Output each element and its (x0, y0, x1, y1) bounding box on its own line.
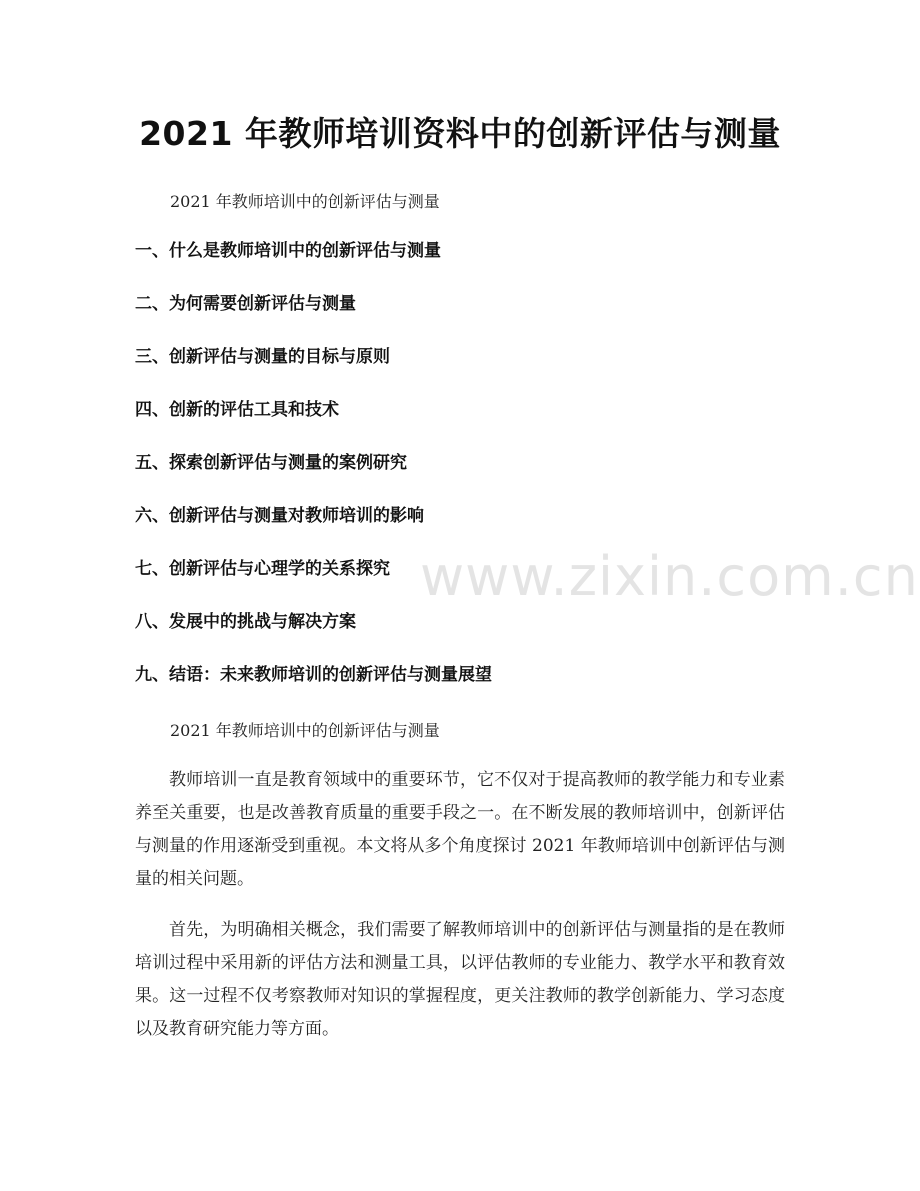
toc-item-2: 二、为何需要创新评估与测量 (135, 294, 356, 314)
paragraph-1: 教师培训一直是教育领域中的重要环节，它不仅对于提高教师的教学能力和专业素养至关重要，也是改善教育质量的重要手段之一。在不断发展的教师培训中，创新评估与测量的作用逐渐受到重视。本文将从多个角度探讨 2021 年教师培训中创新评估与测量的相关问题。 (135, 770, 785, 889)
paragraph-2: 首先，为明确相关概念，我们需要了解教师培训中的创新评估与测量指的是在教师培训过程中采用新的评估方法和测量工具，以评估教师的专业能力、教学水平和教育效果。这一过程不仅考察教师对知识的掌握程度，更关注教师的教学创新能力、学习态度以及教育研究能力等方面。 (135, 920, 785, 1039)
toc-item-4: 四、创新的评估工具和技术 (135, 400, 339, 420)
subtitle-body: 2021 年教师培训中的创新评估与测量 (170, 721, 440, 740)
toc-item-3: 三、创新评估与测量的目标与原则 (135, 347, 390, 367)
watermark: www.zixin.com.cn (420, 545, 919, 608)
table-of-contents (135, 238, 492, 715)
subtitle-top: 2021 年教师培训中的创新评估与测量 (170, 192, 440, 211)
toc-item-1: 一、什么是教师培训中的创新评估与测量 (135, 241, 441, 261)
toc-item-5: 五、探索创新评估与测量的案例研究 (135, 453, 407, 473)
toc-item-6: 六、创新评估与测量对教师培训的影响 (135, 506, 424, 526)
toc-item-9: 九、结语：未来教师培训的创新评估与测量展望 (135, 665, 492, 685)
document-title: 2021 年教师培训资料中的创新评估与测量 (139, 114, 781, 153)
toc-item-7: 七、创新评估与心理学的关系探究 (135, 559, 390, 579)
toc-item-8: 八、发展中的挑战与解决方案 (135, 612, 356, 632)
